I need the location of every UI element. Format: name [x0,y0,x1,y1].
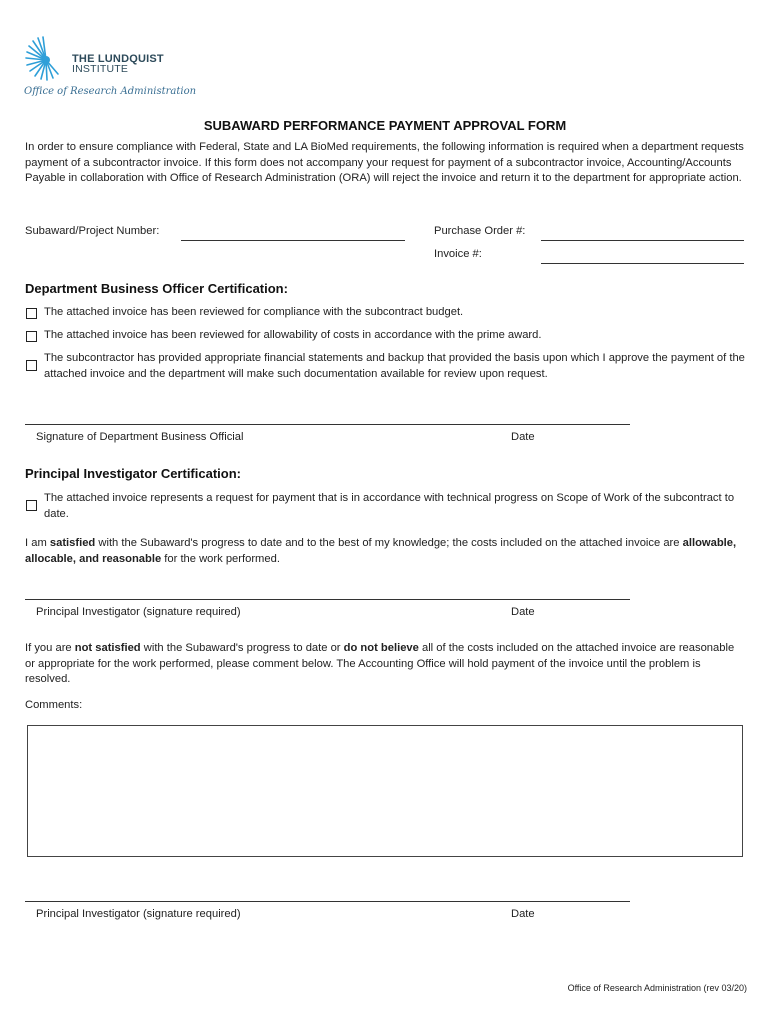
dbo-checkbox-allowability[interactable] [26,331,37,342]
pi-heading: Principal Investigator Certification: [25,466,241,481]
pi-check-text: The attached invoice represents a request for payment that is in accordance with technical progress on Scope of Work of the subcontract to date. [44,492,735,520]
comments-label: Comments: [25,699,83,711]
dbo-date-label: Date [511,431,535,443]
satisfied-text-3: for the work performed. [161,552,280,565]
pi-signature-line-2[interactable] [25,901,630,902]
sunburst-icon [24,34,72,82]
dbo-heading: Department Business Officer Certification: [25,281,288,296]
po-label: Purchase Order #: [434,225,526,237]
satisfied-text-2: with the Subaward's progress to date and to the best of my knowledge; the costs included on the attached invoice are [95,537,683,549]
satisfied-bold: satisfied [49,537,96,549]
intro-paragraph: In order to ensure compliance with Federal, State and LA BioMed requirements, the following information is required when a department requests payment of a subcontractor invoice. If this form does not accompany your request for payment of a subcontractor invoice, Accounting/Accounts Payable in collaboration with Office of Research Administration (ORA) will reject the invoice and return it to the department for appropriate action. [25,141,744,184]
subaward-input[interactable] [181,240,405,241]
not-satisfied-bold: not satisfied [74,642,141,654]
dbo-signature-label: Signature of Department Business Official [36,431,244,443]
not-text-2: with the Subaward's progress to date or [140,642,344,654]
office-name: Office of Research Administration [24,86,197,97]
allowable-bold: allowable, allocable, and reasonable [25,537,737,565]
satisfied-paragraph [25,536,745,567]
pi-signature-line-1[interactable] [25,599,630,600]
dbo-check-text-budget: The attached invoice has been reviewed for compliance with the subcontract budget. [44,306,464,318]
dbo-check-text-statements: The subcontractor has provided appropriate financial statements and backup that provided the basis upon which I approve the payment of the attached invoice and the department will make such documentation available for review upon request. [44,352,745,380]
comments-textarea[interactable] [27,725,743,857]
po-input[interactable] [541,240,744,241]
footer-revision: Office of Research Administration (rev 03/20) [567,983,747,993]
invoice-label: Invoice #: [434,248,482,260]
satisfied-text-1: I am [25,537,50,549]
invoice-input[interactable] [541,263,744,264]
subaward-label: Subaward/Project Number: [25,225,160,237]
do-not-believe-bold: do not believe [343,642,419,654]
logo-sub: INSTITUTE [72,63,129,75]
dbo-checkbox-budget[interactable] [26,308,37,319]
logo-name: THE LUNDQUIST [72,53,164,65]
pi-signature-label-2: Principal Investigator (signature required) [36,908,241,920]
pi-checkbox-progress[interactable] [26,500,37,511]
not-satisfied-paragraph [25,641,745,688]
dbo-check-text-allowability: The attached invoice has been reviewed for allowability of costs in accordance with the prime award. [44,329,542,341]
pi-date-label-2: Date [511,908,535,920]
not-text-1: If you are [25,642,75,654]
not-text-3: all of the costs included on the attached invoice are reasonable or appropriate for the work performed, please comment below. The Accounting Office will hold payment of the invoice until the problem is resolved. [25,642,735,685]
form-title: SUBAWARD PERFORMANCE PAYMENT APPROVAL FORM [203,118,567,133]
pi-date-label-1: Date [511,606,535,618]
dbo-signature-line[interactable] [25,424,630,425]
logo-text [72,54,164,74]
pi-signature-label-1: Principal Investigator (signature required) [36,606,241,618]
dbo-checkbox-statements[interactable] [26,360,37,371]
